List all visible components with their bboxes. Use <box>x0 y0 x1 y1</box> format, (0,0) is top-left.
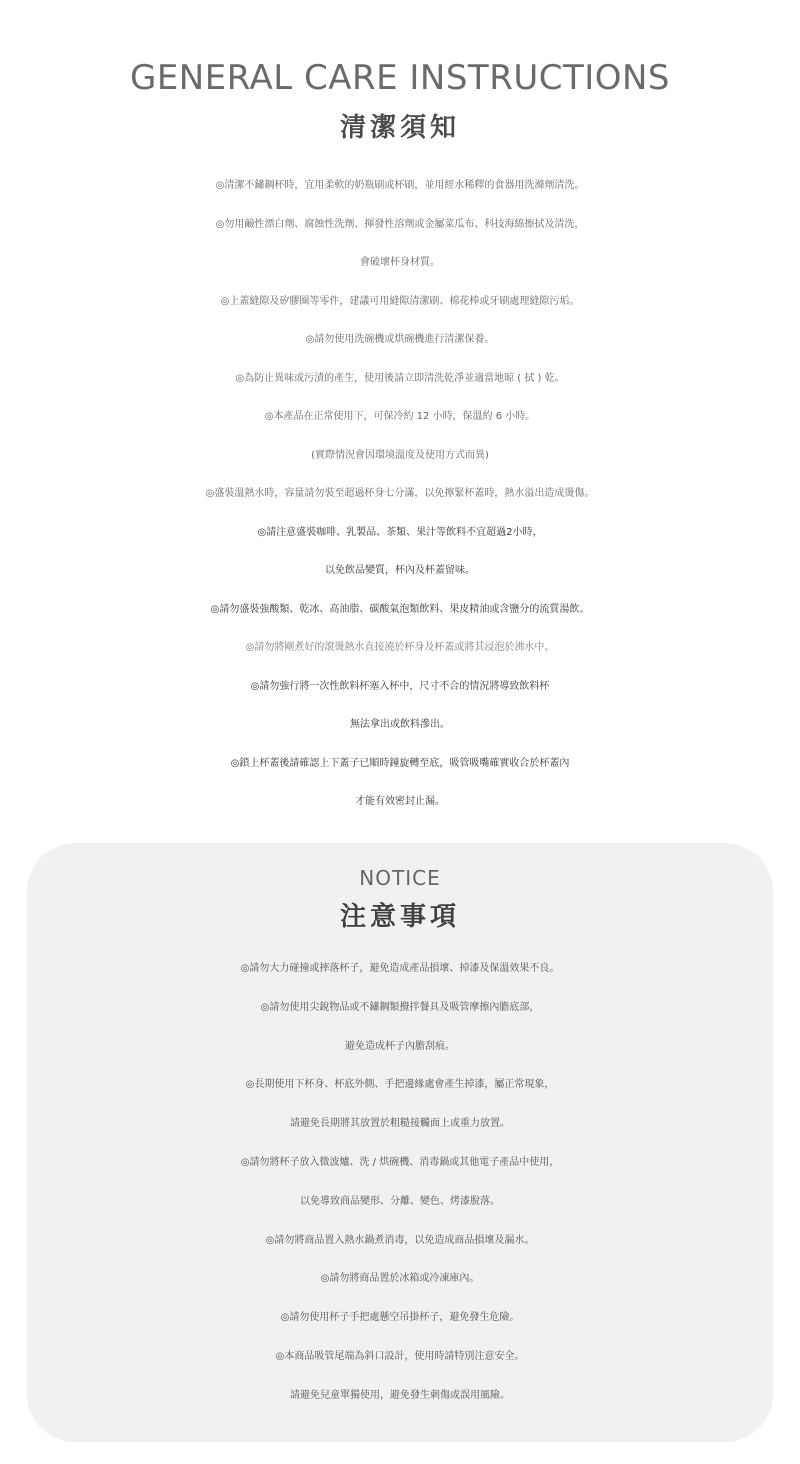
care-line: ◎盛裝溫熱水時，容量請勿裝至超過杯身七分滿，以免擰緊杯蓋時，熱水溢出造成燙傷。 <box>205 488 595 499</box>
notice-line: ◎本商品吸管尾端為斜口設計，使用時請特別注意安全。 <box>275 1350 525 1362</box>
care-line: 才能有效密封止漏。 <box>355 796 445 807</box>
notice-line: ◎請勿將杯子放入微波爐、洗 / 烘碗機、消毒鍋或其他電子產品中使用， <box>240 1156 560 1168</box>
care-line: ◎鎖上杯蓋後請確認上下蓋子已順時鐘旋轉至底，吸管吸嘴確實收合於杯蓋內 <box>230 757 570 769</box>
care-line: ◎請勿盛裝強酸類、乾冰、高油脂、碳酸氣泡類飲料、果皮精油或含鹽分的流質湯飲。 <box>210 603 590 615</box>
care-line: ◎請勿使用洗碗機或烘碗機進行清潔保養。 <box>305 334 495 345</box>
notice-section <box>27 843 773 1442</box>
care-line: ◎本產品在正常使用下，可保冷約 12 小時，保溫約 6 小時。 <box>264 411 536 422</box>
care-line: (實際情況會因環境溫度及使用方式而異) <box>311 449 489 461</box>
notice-line: ◎請勿使用尖銳物品或不鏽鋼類攪拌餐具及吸管摩擦內膽底部， <box>260 1001 540 1013</box>
notice-line: ◎長期使用下杯身、杯底外側、手把邊緣處會產生掉漆，屬正常現象， <box>245 1079 555 1091</box>
care-line: ◎清潔不鏽鋼杯時，宜用柔軟的奶瓶刷或杯刷，並用經水稀釋的食器用洗滌劑清洗。 <box>215 180 585 191</box>
care-instruction-list <box>0 167 800 822</box>
notice-line: ◎請勿使用杯子手把處懸空吊掛杯子，避免發生危險。 <box>280 1312 520 1324</box>
notice-line: 以免導致商品變形、分離、變色、烤漆脫落。 <box>300 1195 500 1207</box>
care-line: ◎為防止異味或污漬的產生，使用後請立即清洗乾淨並適當地晾 ( 拭 ) 乾。 <box>235 372 565 384</box>
notice-title-zh: 注意事項 <box>339 902 460 932</box>
care-line: ◎請注意盛裝咖啡、乳製品、茶類、果汁等飲料不宜超過2小時， <box>257 526 543 538</box>
notice-title-en: NOTICE <box>359 866 441 890</box>
care-line: ◎請勿將剛煮好的滾燙熱水直接澆於杯身及杯蓋或將其浸泡於沸水中。 <box>245 642 555 653</box>
notice-line: ◎請勿將商品置入熱水鍋煮消毒，以免造成商品損壞及漏水。 <box>265 1234 535 1246</box>
care-line: 無法拿出或飲料滲出。 <box>350 719 450 730</box>
notice-line: 請避免兒童單獨使用，避免發生刺傷或誤用風險。 <box>290 1389 510 1401</box>
notice-line: ◎請勿大力碰撞或摔落杯子，避免造成產品損壞、掉漆及保溫效果不良。 <box>240 963 560 974</box>
notice-line: 避免造成杯子內膽刮痕。 <box>345 1040 455 1052</box>
notice-line: 請避免長期將其放置於粗糙接觸面上或重力放置。 <box>290 1118 510 1130</box>
care-line: 以免飲品變質，杯內及杯蓋留味。 <box>325 565 475 576</box>
care-title-zh: 清潔須知 <box>339 113 460 143</box>
care-line: ◎請勿強行將一次性飲料杯塞入杯中，尺寸不合的情況將導致飲料杯 <box>250 680 550 692</box>
care-line: 會破壞杯身材質。 <box>360 257 440 268</box>
notice-list <box>27 950 773 1416</box>
care-title-en: GENERAL CARE INSTRUCTIONS <box>129 58 671 98</box>
care-line: ◎勿用鹼性漂白劑、腐蝕性洗劑、揮發性溶劑或金屬菜瓜布、科技海綿擦拭及清洗， <box>215 218 585 230</box>
notice-line: ◎請勿將商品置於冰箱或冷凍庫內。 <box>320 1273 480 1285</box>
care-line: ◎上蓋縫隙及矽膠圈等零件，建議可用縫隙清潔刷、棉花棒或牙刷處理縫隙污垢。 <box>220 295 580 307</box>
